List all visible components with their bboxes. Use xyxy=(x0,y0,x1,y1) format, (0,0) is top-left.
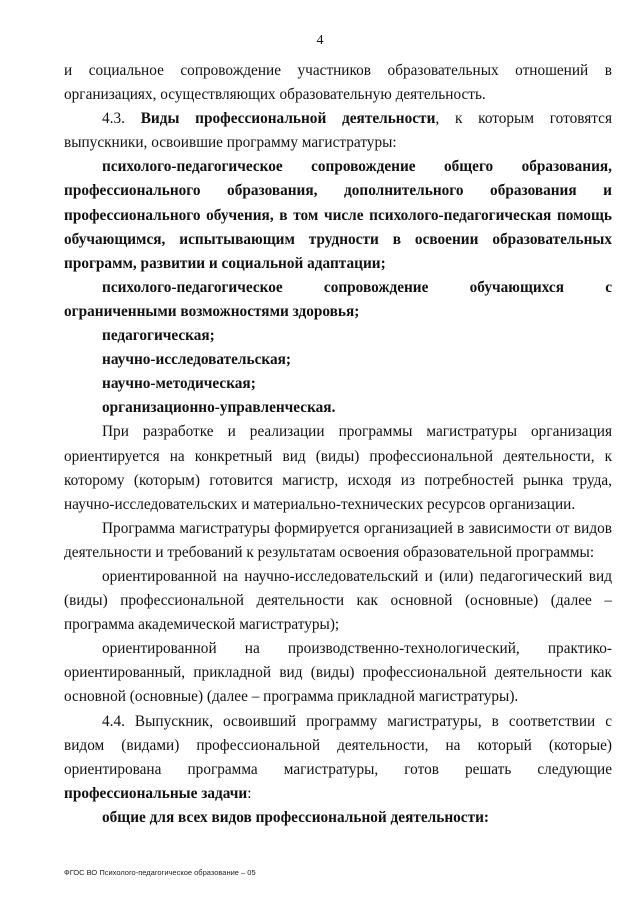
page-footer: ФГОС ВО Психолого-педагогическое образование – 05 xyxy=(64,868,256,877)
section-4-4-paragraph xyxy=(64,710,612,806)
document-body xyxy=(64,59,612,830)
body-paragraph: Программа магистратуры формируется организацией в зависимости от видов деятельности и требований к результатам освоения образовательной программы: xyxy=(64,519,612,561)
program-type-item: ориентированной на научно-исследовательский и (или) педагогический вид (виды) профессиональной деятельности как основной (основные) (далее – программа академической магистратуры); xyxy=(64,567,612,634)
section-4-3-paragraph xyxy=(64,107,612,155)
activity-type-item: организационно-управленческая. xyxy=(102,399,336,417)
paragraph-continuation: и социальное сопровождение участников образовательных отношений в организациях, осуществляющих образовательную деятельность. xyxy=(64,62,612,104)
program-type-item: ориентированной на производственно-технологический, практико-ориентированный, прикладной вид (виды) профессиональной деятельности как основной (основные) (далее – программа прикладной магистратуры). xyxy=(64,640,612,706)
section-heading-bold: Виды профессиональной деятельности xyxy=(140,110,436,128)
section-text-suffix: : xyxy=(247,784,252,802)
section-text: , к которым готовятся выпускники, освоившие программу магистратуры: xyxy=(64,110,612,152)
section-text: 4.4. Выпускник, освоивший программу магистратуры, в соответствии с видом (видами) профессиональной деятельности, на который (которые) ориентирована программа магистратуры, готов решать следующие xyxy=(64,712,612,778)
page-number: 4 xyxy=(316,33,324,48)
activity-type-item: психолого-педагогическое сопровождение общего образования, профессионального образования, дополнительного образования и профессионального обучения, в том числе психолого-педагогическая помощь обучающимся, испытывающим трудности в освоении образовательных программ, развитии и социальной адаптации; xyxy=(64,158,612,272)
section-number: 4.3. xyxy=(102,110,141,128)
activity-type-item: научно-исследовательская; xyxy=(102,351,291,369)
activity-type-item: педагогическая; xyxy=(102,327,215,345)
activity-type-item: психолого-педагогическое сопровождение обучающихся с ограниченными возможностями здоровья; xyxy=(64,278,612,320)
subheading: общие для всех видов профессиональной деятельности: xyxy=(102,808,489,826)
tasks-heading-bold: профессиональные задачи xyxy=(64,784,248,802)
activity-type-item: научно-методическая; xyxy=(102,375,256,393)
body-paragraph: При разработке и реализации программы магистратуры организация ориентируется на конкретный вид (виды) профессиональной деятельности, к которому (которым) готовится магистр, исходя из потребностей рынка труда, научно-исследовательских и материально-технических ресурсов организации. xyxy=(64,423,612,513)
